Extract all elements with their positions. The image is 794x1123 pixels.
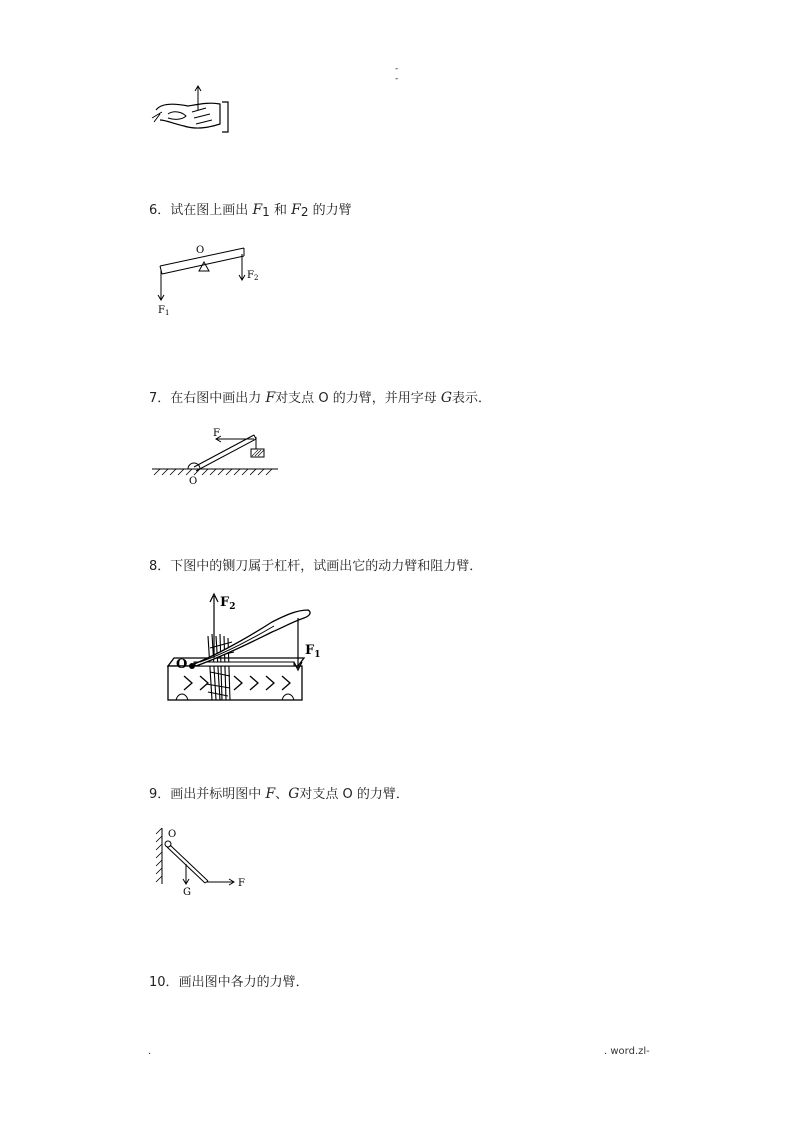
figure-6-lever: [150, 240, 280, 320]
question-9: 9．画出并标明图中 F、G对支点 O 的力臂．: [149, 786, 409, 802]
question-7: 7．在右图中画出力 F对支点 O 的力臂，并用字母 G表示．: [149, 390, 492, 406]
fig8-label-f2: $F_2$: [220, 595, 236, 612]
fig9-label-g: G: [183, 887, 191, 898]
question-8: 8．下图中的铡刀属于杠杆，试画出它的动力臂和阻力臂．: [149, 559, 483, 574]
fig6-label-f1: $F_1$: [158, 305, 170, 317]
fig7-label-f: F: [213, 428, 220, 439]
fig9-label-f: F: [238, 878, 245, 889]
fig8-label-f1: $F_1$: [305, 643, 321, 660]
figure-9-rod: [150, 824, 260, 899]
fig7-label-o: O: [189, 476, 198, 487]
fig9-label-o: O: [168, 829, 177, 840]
question-6: 6．试在图上画出 $F_1$ 和 $F_2$ 的力臂: [149, 202, 352, 219]
footer-right: . word.zl-: [604, 1046, 650, 1057]
figure-5-hand: [148, 84, 238, 136]
footer-left: .: [148, 1046, 152, 1057]
fig6-label-f2: $F_2$: [247, 270, 259, 282]
figure-7-rod: [150, 425, 280, 490]
header-mark: - -: [395, 64, 399, 84]
fig6-label-o: O: [196, 245, 205, 256]
question-10: 10．画出图中各力的力臂．: [149, 975, 309, 990]
fig8-label-o: O: [176, 657, 188, 672]
figure-8-cutter: [164, 588, 332, 713]
